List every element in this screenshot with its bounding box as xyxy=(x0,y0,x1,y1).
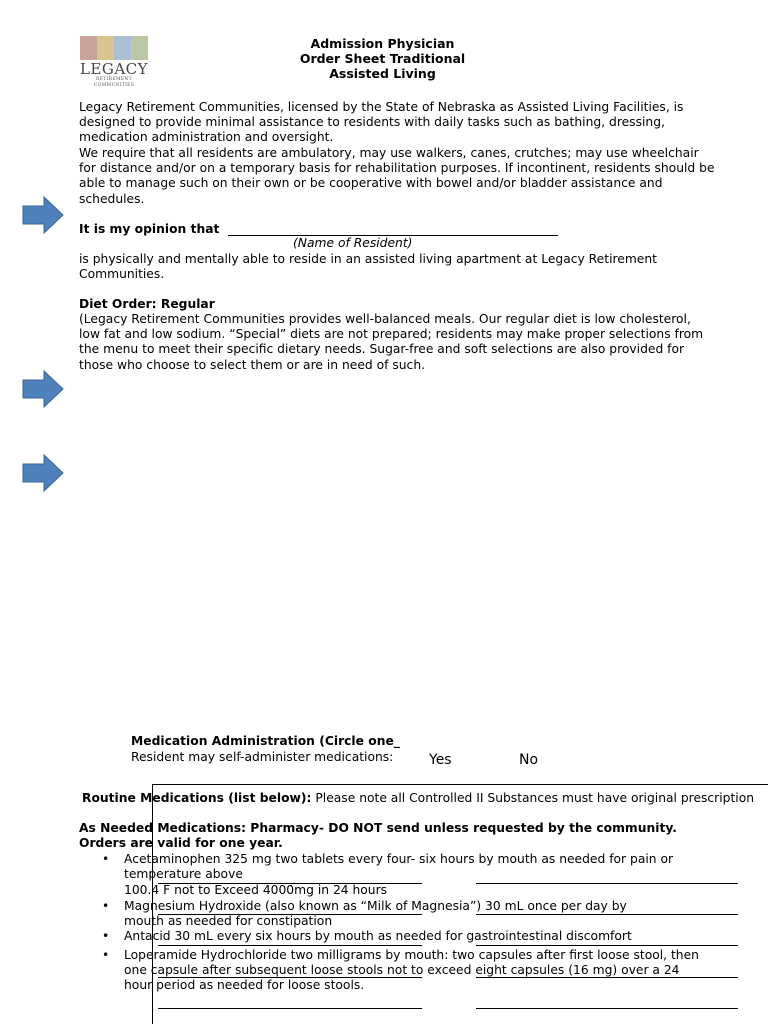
logo-subtext: RETIREMENT COMMUNITIES xyxy=(93,77,135,88)
intro-paragraph-1: Legacy Retirement Communities, licensed by the State of Nebraska as Assisted Living Facilities, is designed to provide minimal assistance to residents with daily tasks such as bathing, dressing, medication administration and oversight. xyxy=(79,100,684,145)
initial-line[interactable] xyxy=(158,914,422,915)
as-needed-item-acetaminophen: • Acetaminophen 325 mg two tablets every four- six hours by mouth as needed for pain or temperature above xyxy=(79,852,699,882)
initial-line[interactable] xyxy=(158,883,422,884)
initial-line[interactable] xyxy=(158,945,422,946)
title-line-2: Order Sheet Traditional xyxy=(299,51,466,66)
routine-box-top-border xyxy=(152,784,768,785)
initial-line[interactable] xyxy=(158,1008,422,1009)
opinion-rest-text: is physically and mentally able to reside in an assisted living apartment at Legacy Retirement Communities. xyxy=(79,252,657,282)
initial-line[interactable] xyxy=(158,977,422,978)
initial-line[interactable] xyxy=(476,977,738,978)
diet-order-body: (Legacy Retirement Communities provides well-balanced meals. Our regular diet is low cholesterol, low fat and low sodium. “Special” diets are not prepared; residents may make proper selections from the menu to meet their specific dietary needs. Sugar-free and soft selections are also provided for those who choose to select them or are in need of such. xyxy=(79,312,704,372)
initial-line[interactable] xyxy=(476,914,738,915)
as-needed-item-loperamide: • Loperamide Hydrochloride two milligrams by mouth: two capsules after first loose stool, then one capsule after subsequent loose stools not to exceed eight capsules (16 mg) over a 24 hour period as needed for loose stools. xyxy=(79,948,704,994)
yes-option[interactable]: Yes xyxy=(429,752,452,768)
title-line-3: Assisted Living xyxy=(329,66,436,81)
title-line-1: Admission Physician xyxy=(310,36,455,51)
intro-paragraph-2: We require that all residents are ambulatory, may use walkers, canes, crutches; may use wheelchair for distance and/or on a temporary basis for rehabilitation purposes. If incontinent, residents should be able to manage such on their own or be cooperative with bowel and/or bladder assistance and schedules. xyxy=(79,146,715,206)
self-administer-question: Resident may self-administer medications: xyxy=(131,750,394,764)
initial-line[interactable] xyxy=(476,945,738,946)
as-needed-heading: As Needed Medications: Pharmacy- DO NOT send unless requested by the community. xyxy=(79,821,677,835)
as-needed-item-magnesium: • Magnesium Hydroxide (also known as “Milk of Magnesia”) 30 mL once per day by mouth as needed for constipation xyxy=(79,899,639,929)
arrow-right-icon xyxy=(22,454,64,492)
routine-medications-heading: Routine Medications (list below): xyxy=(82,791,312,805)
diet-order-heading: Diet Order: Regular xyxy=(79,297,215,311)
initial-line[interactable] xyxy=(476,1008,738,1009)
initial-line[interactable] xyxy=(476,883,738,884)
arrow-right-icon xyxy=(22,370,64,408)
medication-admin-heading: Medication Administration (Circle one_ xyxy=(131,734,400,748)
logo-text: LEGACY xyxy=(79,60,149,78)
routine-medications-note: Please note all Controlled II Substances must have original prescription xyxy=(315,791,755,805)
document-title xyxy=(250,36,515,81)
as-needed-list-2 xyxy=(79,899,639,945)
as-needed-item-antacid: • Antacid 30 mL every six hours by mouth as needed for gastrointestinal discomfort xyxy=(79,929,639,944)
legacy-logo xyxy=(78,34,150,88)
as-needed-list-3 xyxy=(79,948,704,994)
name-of-resident-caption: (Name of Resident) xyxy=(293,236,413,250)
opinion-label: It is my opinion that xyxy=(79,222,220,236)
no-option[interactable]: No xyxy=(519,752,539,768)
logo-figures-image xyxy=(80,36,148,60)
as-needed-validity: Orders are valid for one year. xyxy=(79,836,283,850)
arrow-right-icon xyxy=(22,196,64,234)
routine-medications-row xyxy=(82,791,754,806)
acetaminophen-limit: 100.4 F not to Exceed 4000mg in 24 hours xyxy=(124,883,388,897)
as-needed-list xyxy=(79,852,699,882)
